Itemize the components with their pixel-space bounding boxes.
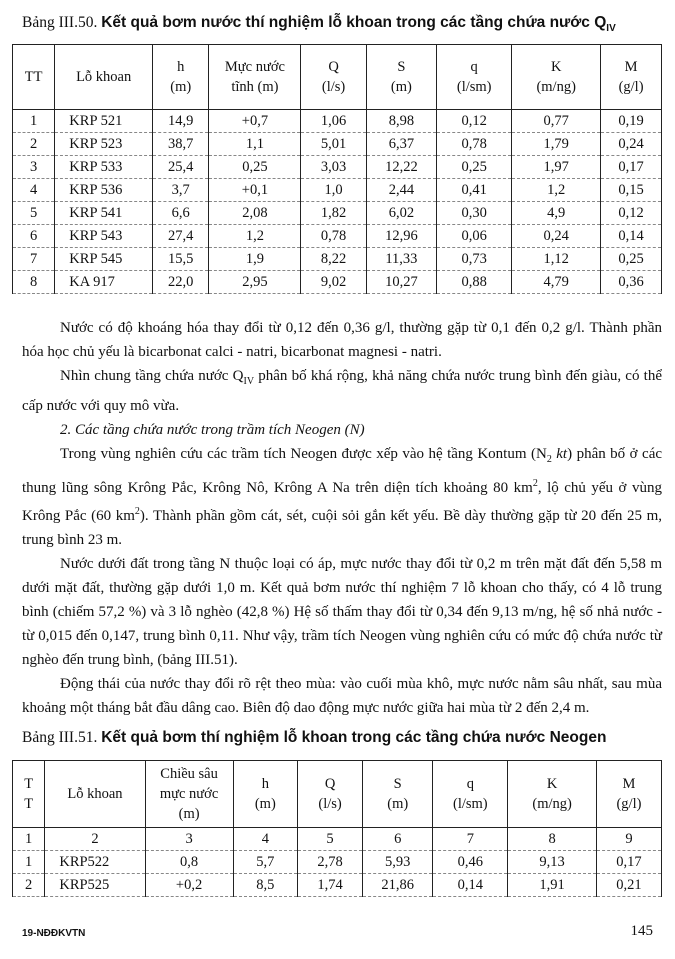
- table-cell: 38,7: [153, 133, 209, 156]
- table-cell: 0,14: [433, 874, 508, 897]
- table1-header-text: (m/ng): [536, 79, 576, 95]
- table-cell: +0,7: [209, 110, 301, 133]
- table-cell: 9,13: [508, 851, 597, 874]
- table-cell: 0,25: [209, 156, 301, 179]
- table1-header-text: TT: [24, 69, 43, 85]
- table1-header-text: K: [550, 59, 562, 75]
- paragraph-mineralization: Nước có độ khoáng hóa thay đổi từ 0,12 đến 0,36 g/l, thường gặp từ 0,1 đến 0,2 g/l. Thành phần hóa học chủ yếu là bicarbonat calci - natri, bicarbonat magnesi - natri.: [22, 320, 662, 360]
- table2-header-text: h: [261, 776, 269, 792]
- table-cell: KRP525: [45, 874, 145, 897]
- table-cell: 0,21: [596, 874, 661, 897]
- table-row: [13, 248, 662, 271]
- table-iii-50: [12, 44, 662, 294]
- table-cell: 1,9: [209, 248, 301, 271]
- table-row: [13, 225, 662, 248]
- table-cell: 15,5: [153, 248, 209, 271]
- table-cell: KRP 523: [55, 133, 153, 156]
- table2-header-text: K: [546, 776, 558, 792]
- table-cell: 6,6: [153, 202, 209, 225]
- table-cell: 1,97: [512, 156, 601, 179]
- table1-caption-prefix: Bảng III.50.: [22, 14, 98, 31]
- table-cell: 5: [298, 828, 363, 851]
- table-cell: 1,82: [301, 202, 366, 225]
- table1-header-text: Mực nước: [224, 59, 285, 75]
- table2-header-row: [13, 761, 662, 828]
- table1-header-text: (l/sm): [456, 79, 492, 95]
- table-cell: 12,22: [366, 156, 436, 179]
- table-cell: 27,4: [153, 225, 209, 248]
- paragraph-pressure: Nước dưới đất trong tầng N thuộc loại có áp, mực nước thay đổi từ 0,2 m trên mặt đất đến 5,58 m dưới mặt đất, thường gặp dưới 1,0 m. Kết quả bơm nước thí nghiệm 7 lỗ khoan cho thấy, có 4 lỗ trung bình (chiếm 57,2 %) và 3 lỗ nghèo (42,8 %) Hệ số thấm thay đổi từ 0,34 đến 9,13 m/ng, hệ số nhả nước - từ 0,015 đến 0,147, trung bình 0,11. Như vậy, trầm tích Neogen vùng nghiên cứu có mức độ chứa nước từ nghèo đến trung bình, (bảng III.51).: [22, 556, 662, 668]
- table-cell: 7: [13, 248, 55, 271]
- table-cell: 5,93: [363, 851, 433, 874]
- table1-body: [13, 110, 662, 294]
- table-cell: 3,7: [153, 179, 209, 202]
- table1-header-cell: [13, 45, 55, 110]
- table2-header-text: Chiều sâu: [160, 766, 218, 782]
- table-cell: 2: [45, 828, 145, 851]
- table1-header-cell: [366, 45, 436, 110]
- table-row: [13, 851, 662, 874]
- table1-header-cell: [437, 45, 512, 110]
- section-heading-neogen: 2. Các tầng chứa nước trong trầm tích Neogen (N): [60, 422, 365, 438]
- table-cell: 1,79: [512, 133, 601, 156]
- table-cell: 2,08: [209, 202, 301, 225]
- table2-header-text: (l/sm): [453, 796, 488, 812]
- table-cell: 1: [13, 828, 45, 851]
- table-cell: 0,24: [601, 133, 662, 156]
- table-cell: +0,2: [145, 874, 233, 897]
- table2-header-text: Lỗ khoan: [67, 786, 123, 802]
- table2-header-cell: [363, 761, 433, 828]
- table-cell: 1,2: [209, 225, 301, 248]
- table-cell: 0,73: [437, 248, 512, 271]
- table2-header-text: (l/s): [318, 796, 342, 812]
- table2-header-text: (m): [254, 796, 276, 812]
- table-row: [13, 874, 662, 897]
- table2-header-cell: [433, 761, 508, 828]
- table-cell: 22,0: [153, 271, 209, 294]
- table-row: [13, 202, 662, 225]
- table-cell: 0,77: [512, 110, 601, 133]
- table-cell: 2: [13, 133, 55, 156]
- table-cell: 5,7: [233, 851, 297, 874]
- table-cell: 0,78: [437, 133, 512, 156]
- table-cell: 0,19: [601, 110, 662, 133]
- table-cell: KRP522: [45, 851, 145, 874]
- table-cell: 3: [145, 828, 233, 851]
- table1-header-cell: [209, 45, 301, 110]
- table-cell: 21,86: [363, 874, 433, 897]
- table-cell: 9,02: [301, 271, 366, 294]
- table-row: [13, 271, 662, 294]
- table-cell: 3,03: [301, 156, 366, 179]
- table-cell: 4: [13, 179, 55, 202]
- table-cell: 8,22: [301, 248, 366, 271]
- table2-header-cell: [508, 761, 597, 828]
- table-cell: KRP 541: [55, 202, 153, 225]
- table-cell: KA 917: [55, 271, 153, 294]
- table-cell: 8,5: [233, 874, 297, 897]
- table-cell: 0,17: [601, 156, 662, 179]
- table-cell: 0,8: [145, 851, 233, 874]
- table-cell: 0,15: [601, 179, 662, 202]
- table-cell: 2,78: [298, 851, 363, 874]
- table2-header-text: (m): [178, 806, 200, 822]
- table-cell: 2,44: [366, 179, 436, 202]
- table1-header-text: tĩnh (m): [231, 79, 279, 95]
- table2-header-cell: [596, 761, 661, 828]
- table2-header-cell: [233, 761, 297, 828]
- table2-header-text: S: [393, 776, 402, 792]
- paragraph-kontum: Trong vùng nghiên cứu các trầm tích Neogen được xếp vào hệ tầng Kontum ($N_2$ kt) phân bố ở các thung lũng sông Krông Pắc, Krông Nô, Krông A Na trên diện tích khoảng 80 $km^2$, lộ chủ yếu ở vùng Krông Pắc (60 $km^2$). Thành phần gồm cát, sét, cuội sỏi gắn kết yếu. Bề dày thường gặp từ 20 đến 25 m, trung bình 23 m.: [22, 446, 663, 548]
- table1-header-text: Q: [328, 59, 339, 75]
- table2-header-cell: [13, 761, 45, 828]
- table-cell: 0,12: [601, 202, 662, 225]
- paragraph-summary: Nhìn chung tầng chứa nước $Q_{IV}$ phân bố khá rộng, khả năng chứa nước trung bình đến giàu, có thể cấp nước với quy mô vừa.: [22, 368, 662, 414]
- table1-header-text: (g/l): [618, 79, 644, 95]
- table-cell: 7: [433, 828, 508, 851]
- table2-header-cell: [298, 761, 363, 828]
- table-cell: 1,91: [508, 874, 597, 897]
- table-cell: 1,12: [512, 248, 601, 271]
- table-cell: 0,30: [437, 202, 512, 225]
- table-row: [13, 179, 662, 202]
- table-cell: +0,1: [209, 179, 301, 202]
- table1-header-text: q: [470, 59, 478, 75]
- table-cell: 5,01: [301, 133, 366, 156]
- table2-caption-prefix: Bảng III.51.: [22, 729, 98, 746]
- table-cell: 0,06: [437, 225, 512, 248]
- table-cell: KRP 521: [55, 110, 153, 133]
- table-cell: 0,14: [601, 225, 662, 248]
- table2-caption: [22, 729, 662, 747]
- table-cell: 1: [13, 851, 45, 874]
- table-cell: 25,4: [153, 156, 209, 179]
- table-cell: 1,1: [209, 133, 301, 156]
- table-cell: 1,0: [301, 179, 366, 202]
- table-cell: 11,33: [366, 248, 436, 271]
- table-cell: 0,78: [301, 225, 366, 248]
- table-cell: 4,9: [512, 202, 601, 225]
- table-cell: 0,46: [433, 851, 508, 874]
- table2-header-text: M: [622, 776, 636, 792]
- table-cell: 1: [13, 110, 55, 133]
- table-cell: 8: [13, 271, 55, 294]
- table1-header-cell: [153, 45, 209, 110]
- table-cell: 14,9: [153, 110, 209, 133]
- table-cell: 5: [13, 202, 55, 225]
- table2-header-cell: [45, 761, 145, 828]
- table-cell: KRP 545: [55, 248, 153, 271]
- table1-header-text: S: [397, 59, 406, 75]
- table1-header-text: Lỗ khoan: [76, 69, 132, 85]
- table2-header-text: (g/l): [616, 796, 642, 812]
- table-cell: 0,36: [601, 271, 662, 294]
- table2-body: [13, 828, 662, 897]
- table1-header-cell: [301, 45, 366, 110]
- table-cell: 6: [13, 225, 55, 248]
- table-cell: 0,12: [437, 110, 512, 133]
- table-cell: 8: [508, 828, 597, 851]
- table-cell: 0,41: [437, 179, 512, 202]
- table2-header-text: T: [24, 796, 34, 812]
- body-text-1: [22, 316, 662, 720]
- table-row: [13, 828, 662, 851]
- table-cell: 0,25: [601, 248, 662, 271]
- table1-header-cell: [601, 45, 662, 110]
- table-cell: 9: [596, 828, 661, 851]
- table1-header-text: (l/s): [321, 79, 346, 95]
- table-cell: 0,24: [512, 225, 601, 248]
- table2-header-text: (m): [387, 796, 409, 812]
- table1-header-cell: [512, 45, 601, 110]
- table1-header-text: (m): [390, 79, 412, 95]
- table1-header-text: h: [177, 59, 185, 75]
- table-row: [13, 110, 662, 133]
- table-cell: 0,17: [596, 851, 661, 874]
- table-cell: 2,95: [209, 271, 301, 294]
- paragraph-seasonal: Động thái của nước thay đổi rõ rệt theo mùa: vào cuối mùa khô, mực nước nằm sâu nhất, sau mùa khoảng một tháng bắt đầu dâng cao. Biên độ dao động mực nước giữa hai mùa từ 2 đến 2,4 m.: [22, 676, 662, 716]
- table1-header-row: [13, 45, 662, 110]
- table-cell: 8,98: [366, 110, 436, 133]
- table-cell: 0,88: [437, 271, 512, 294]
- table-cell: KRP 543: [55, 225, 153, 248]
- table2-caption-title: Kết quả bơm thí nghiệm lỗ khoan trong các tầng chứa nước Neogen: [101, 729, 607, 746]
- table1-caption-title: Kết quả bơm nước thí nghiệm lỗ khoan trong các tầng chứa nước Q: [101, 14, 607, 31]
- table-cell: 6: [363, 828, 433, 851]
- table2-header-text: q: [466, 776, 474, 792]
- table2-header-text: (m/ng): [532, 796, 572, 812]
- table-cell: 0,25: [437, 156, 512, 179]
- table-cell: 4: [233, 828, 297, 851]
- table-cell: 6,37: [366, 133, 436, 156]
- table2-header-cell: [145, 761, 233, 828]
- table-cell: 3: [13, 156, 55, 179]
- table-cell: 2: [13, 874, 45, 897]
- table1-header-text: (m): [170, 79, 192, 95]
- table-cell: 10,27: [366, 271, 436, 294]
- table-cell: 4,79: [512, 271, 601, 294]
- table2-header-text: T: [24, 776, 34, 792]
- table-row: [13, 156, 662, 179]
- table2-header-text: mực nước: [159, 786, 219, 802]
- table-cell: 1,2: [512, 179, 601, 202]
- footer-code: 19-NĐĐKVTN: [22, 928, 86, 939]
- table-cell: 1,06: [301, 110, 366, 133]
- table-cell: 1,74: [298, 874, 363, 897]
- table-cell: KRP 536: [55, 179, 153, 202]
- table2-header-text: Q: [324, 776, 336, 792]
- table1-header-text: M: [624, 59, 638, 75]
- table1-caption-sub: IV: [606, 23, 616, 35]
- table1-caption: [22, 14, 662, 34]
- table1-header-cell: [55, 45, 153, 110]
- table-cell: 12,96: [366, 225, 436, 248]
- table-iii-51: [12, 760, 662, 897]
- table-cell: 6,02: [366, 202, 436, 225]
- page-number: 145: [630, 923, 653, 939]
- table-row: [13, 133, 662, 156]
- table-cell: KRP 533: [55, 156, 153, 179]
